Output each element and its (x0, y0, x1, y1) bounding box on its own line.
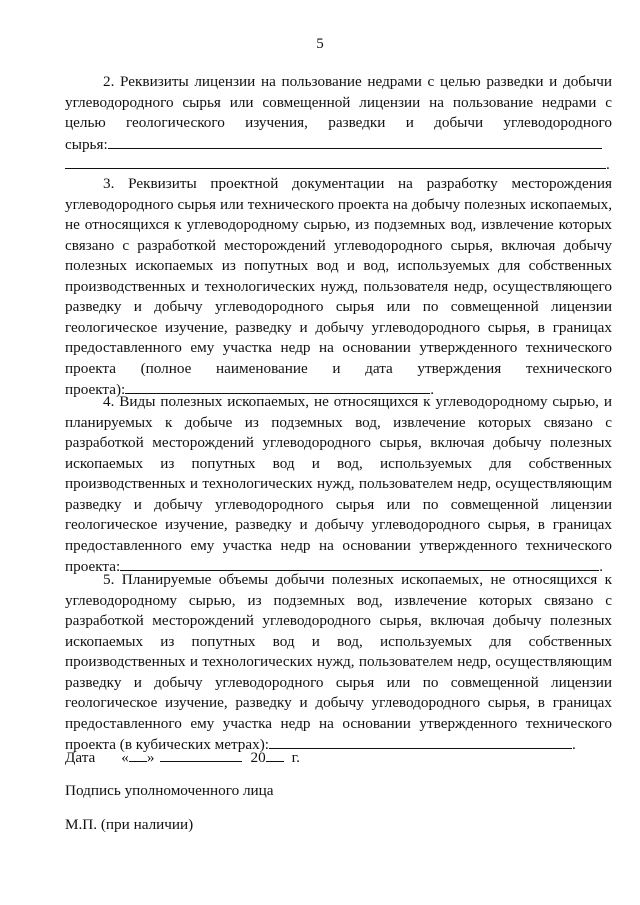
period: . (572, 736, 576, 753)
item-2-line: углеводородного сырья или совмещенной лицензии на пользование недрами с (65, 93, 612, 111)
item-3-line: разведку и добычу углеводородного сырья или по совмещенной лицензии (65, 298, 612, 315)
day-field[interactable] (129, 747, 147, 762)
item-5-label: проекта (в кубических метрах): (65, 736, 269, 753)
item-5-line: углеводородному сырью, из подземных вод, извлечение которых связано с (65, 591, 612, 609)
item-3-line: углеводородного сырья или технического проекта на добычу полезных ископаемых, (65, 195, 612, 213)
item-3-line: геологическое изучение, разведку и добычу углеводородного сырья, в границах (65, 318, 612, 336)
item-4 (65, 392, 612, 577)
stamp-block (65, 815, 612, 836)
item-4-line: 4. Виды полезных ископаемых, не относящихся к углеводородному сырью, и (103, 393, 612, 410)
stamp-label: М.П. (при наличии) (65, 816, 194, 833)
open-quote: « (121, 749, 129, 766)
item-4-line: геологическое изучение, разведку и добычу углеводородного сырья, в границах (65, 516, 612, 533)
period: . (606, 156, 610, 173)
year-suffix: г. (291, 749, 300, 766)
signature-block (65, 781, 612, 802)
year-prefix: 20 (250, 749, 266, 766)
blank-field[interactable] (108, 134, 602, 149)
item-5-line: производственных и технологических нужд, пользователем недр, осуществляющим (65, 653, 612, 670)
item-3 (65, 174, 612, 400)
close-quote: » (146, 749, 155, 766)
item-5 (65, 570, 612, 755)
date-label: Дата (65, 749, 96, 766)
item-4-line: разведку и добычу углеводородного сырья или по совмещенной лицензии (65, 495, 612, 513)
item-4-line: разработкой месторождений углеводородного сырья, включая добычу полезных (65, 434, 612, 451)
item-2-line (65, 134, 612, 155)
item-5-line: разведку и добычу углеводородного сырья или по совмещенной лицензии (65, 673, 612, 691)
item-2-line (65, 154, 612, 175)
item-3-line: полезных ископаемых из попутных вод и вод, используемых для собственных (65, 257, 612, 274)
item-3-line: производственных и технологических нужд, пользователя недр, осуществляющего (65, 277, 612, 295)
blank-field[interactable] (120, 556, 599, 571)
item-4-line: производственных и технологических нужд, пользователем недр, осуществляющим (65, 475, 612, 492)
item-4-line: предоставленного ему участка недр на основании утвержденного технического (65, 536, 612, 554)
item-2-line: целью геологического изучения, разведки и добычи углеводородного (65, 114, 612, 131)
signature-label: Подпись уполномоченного лица (65, 782, 274, 799)
page-number: 5 (316, 36, 324, 52)
item-5-line: предоставленного ему участка недр на основании утвержденного технического (65, 714, 612, 732)
month-field[interactable] (160, 747, 242, 762)
item-5-line: геологическое изучение, разведку и добычу углеводородного сырья, в границах (65, 694, 612, 711)
item-4-label: проекта: (65, 558, 121, 575)
item-3-line: не относящихся к углеводородному сырью, из подземных вод, извлечение которых (65, 216, 612, 233)
item-5-line: разработкой месторождений углеводородного сырья, включая добычу полезных (65, 612, 612, 629)
item-3-line: связано с разработкой месторождений углеводородного сырья, включая добычу (65, 236, 612, 254)
date-line (65, 747, 612, 768)
item-5-line: 5. Планируемые объемы добычи полезных ископаемых, не относящихся к (103, 571, 612, 588)
blank-field[interactable] (65, 154, 606, 169)
item-2-label: сырья: (65, 135, 108, 153)
item-2 (65, 72, 612, 175)
period: . (430, 381, 435, 398)
year-field[interactable] (266, 747, 284, 762)
item-4-line: ископаемых из попутных вод и вод, используемых для собственных (65, 454, 612, 472)
item-4-line: планируемых к добыче из подземных вод, извлечение которых связано с (65, 413, 612, 431)
item-5-line: ископаемых из попутных вод и вод, используемых для собственных (65, 632, 612, 650)
item-3-line: предоставленного ему участка недр на основании утвержденного технического (65, 339, 612, 356)
period: . (599, 558, 604, 575)
date-row (65, 747, 612, 768)
item-3-line: 3. Реквизиты проектной документации на разработку месторождения (103, 175, 612, 192)
item-3-line: проекта (полное наименование и дата утверждения технического (65, 359, 612, 377)
item-3-label: проекта): (65, 381, 126, 398)
item-2-line: 2. Реквизиты лицензии на пользование недрами с целью разведки и добычи (103, 73, 612, 90)
